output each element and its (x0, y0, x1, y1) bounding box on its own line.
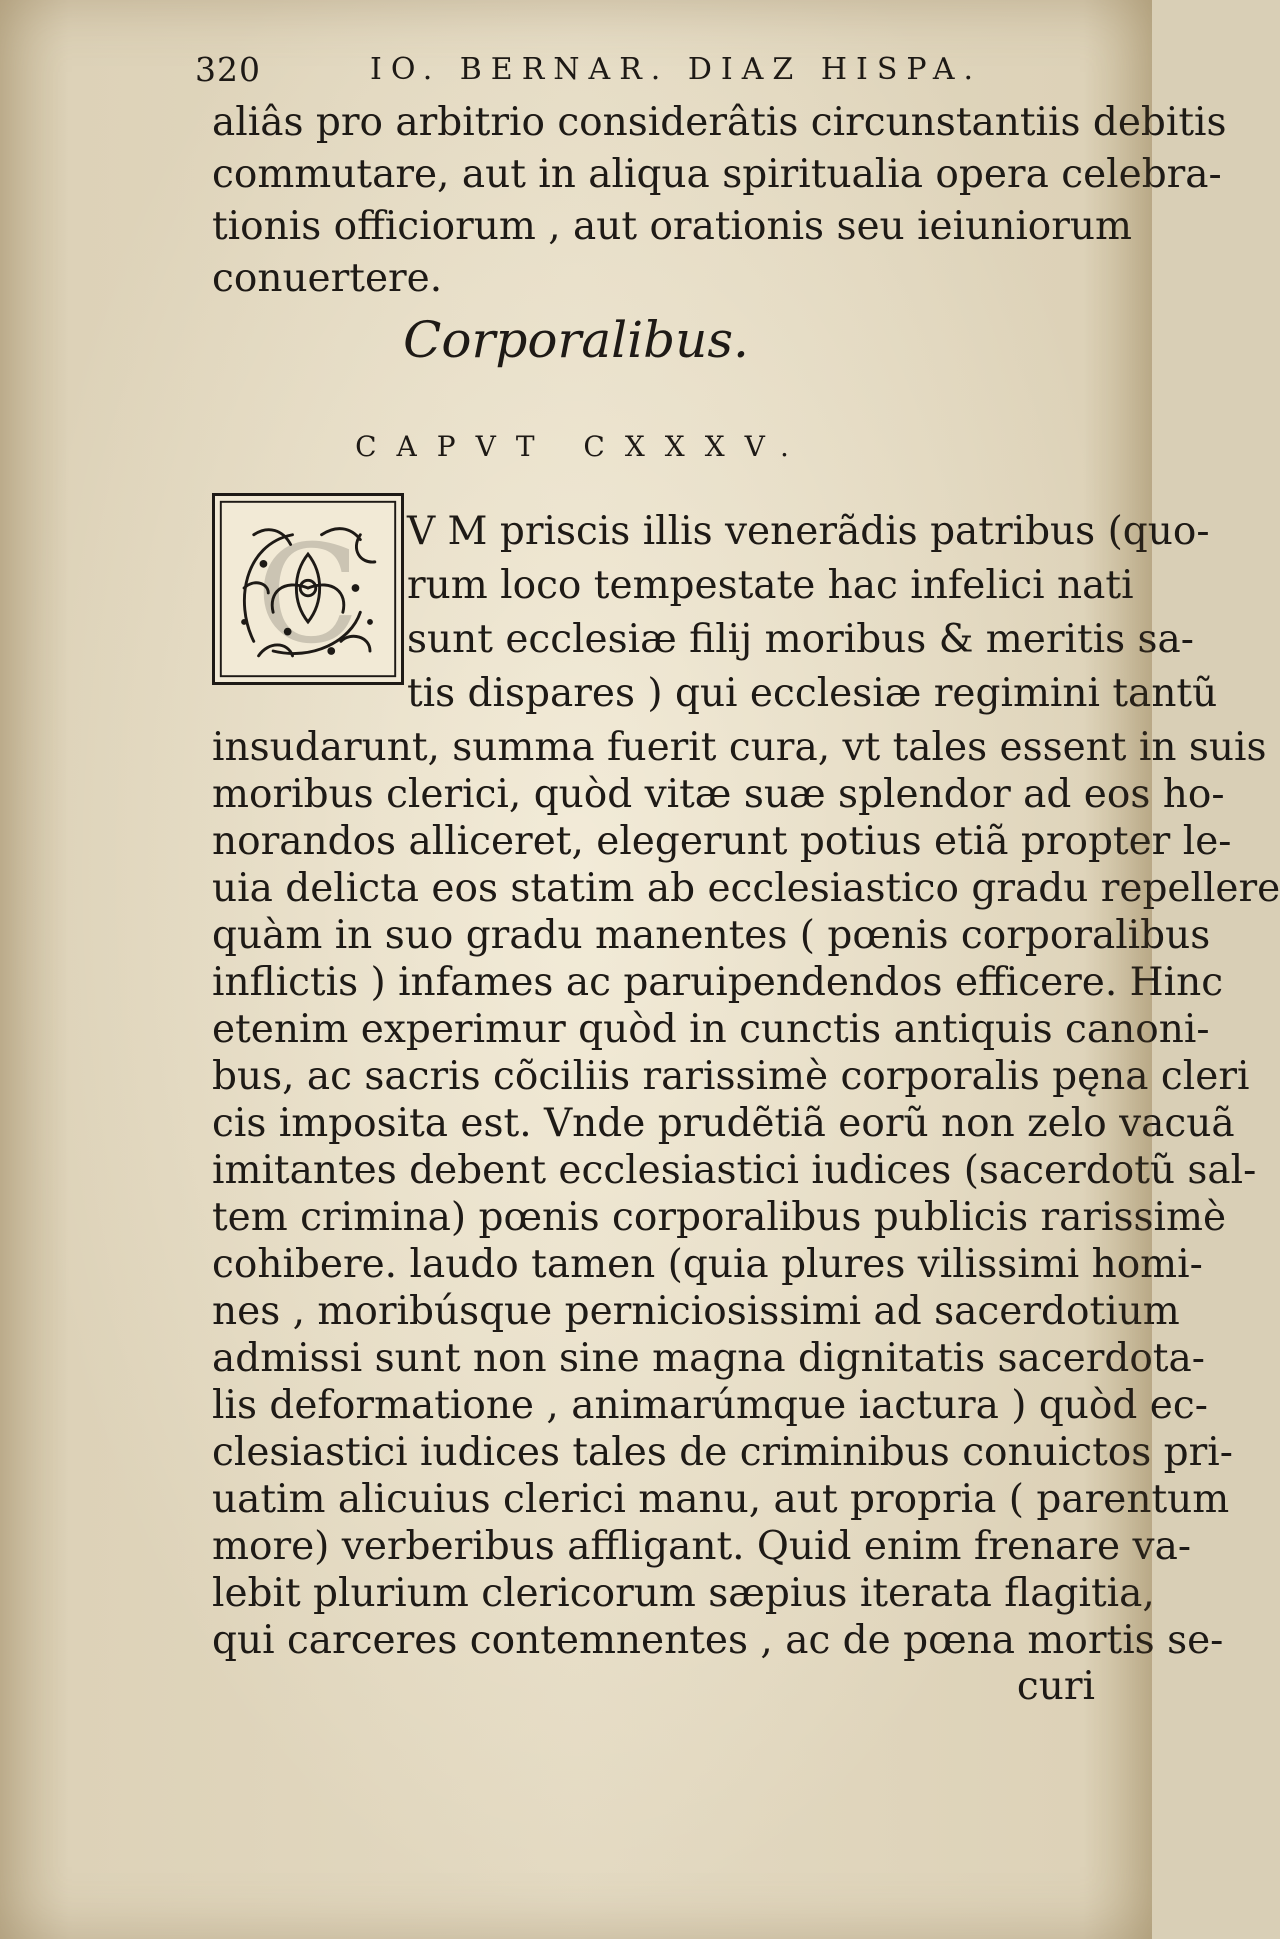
text-line: qui carceres contemnentes , ac de pœna mortis se- (212, 1618, 1224, 1663)
text-line: cis imposita est. Vnde prudẽtiã eorũ non zelo vacuã (212, 1101, 1235, 1146)
decorated-initial-letter (212, 493, 404, 685)
text-line: uatim alicuius clerici manu, aut propria ( parentum (212, 1477, 1230, 1522)
ornament-initial-icon (215, 496, 401, 682)
text-line: lebit plurium clericorum sæpius iterata flagitia, (212, 1571, 1155, 1616)
chapter-body (212, 721, 1280, 1721)
text-line: tis dispares ) qui ecclesiæ regimini tantũ (407, 671, 1218, 716)
text-line: rum loco tempestate hac infelici nati (407, 563, 1134, 608)
running-head (195, 50, 1012, 100)
text-line: more) verberibus affligant. Quid enim frenare va- (212, 1524, 1191, 1569)
text-line: quàm in suo gradu manentes ( pœnis corporalibus (212, 913, 1211, 958)
text-line: aliâs pro arbitrio considerâtis circunstantiis debitis (212, 100, 1227, 145)
text-line: moribus clerici, quòd vitæ suæ splendor ad eos ho- (212, 772, 1225, 817)
page-number: 320 (195, 50, 261, 89)
chapter-label: CAPVT CXXXV. (355, 430, 809, 463)
text-line: tionis officiorum , aut orationis seu ieiuniorum (212, 204, 1133, 249)
text-line: norandos alliceret, elegerunt potius etiã propter le- (212, 819, 1232, 864)
text-line: tem crimina) pœnis corporalibus publicis rarissimè (212, 1195, 1227, 1240)
catchword: curi (1016, 1664, 1095, 1709)
running-title: IO. BERNAR. DIAZ HISPA. (370, 52, 983, 87)
section-heading: Corporalibus. (403, 311, 749, 369)
text-line: uia delicta eos statim ab ecclesiastico gradu repellere (212, 866, 1280, 911)
text-line: imitantes debent ecclesiastici iudices (sacerdotũ sal- (212, 1148, 1257, 1193)
text-line: admissi sunt non sine magna dignitatis sacerdota- (212, 1336, 1205, 1381)
initial-glyph: C (256, 515, 360, 674)
text-line: cohibere. laudo tamen (quia plures vilissimi homi- (212, 1242, 1203, 1287)
text-line: commutare, aut in aliqua spiritualia opera celebra- (212, 152, 1222, 197)
text-line: nes , moribúsque perniciosissimi ad sacerdotium (212, 1289, 1180, 1334)
continued-paragraph (212, 96, 1227, 316)
text-line: etenim experimur quòd in cunctis antiquis canoni- (212, 1007, 1210, 1052)
text-line: clesiastici iudices tales de criminibus conuictos pri- (212, 1430, 1233, 1475)
initial-wrapped-lines (407, 505, 1218, 725)
text-line: sunt ecclesiæ filij moribus & meritis sa- (407, 617, 1194, 662)
text-line: lis deformatione , animarúmque iactura ) quòd ec- (212, 1383, 1208, 1428)
text-line: insudarunt, summa fuerit cura, vt tales essent in suis (212, 725, 1267, 770)
text-line: V M priscis illis venerãdis patribus (quo- (407, 509, 1210, 554)
text-line: inflictis ) infames ac paruipendendos efficere. Hinc (212, 960, 1224, 1005)
text-line: conuertere. (212, 256, 443, 301)
text-line: bus, ac sacris cõciliis rarissimè corporalis pęna cleri (212, 1054, 1250, 1099)
